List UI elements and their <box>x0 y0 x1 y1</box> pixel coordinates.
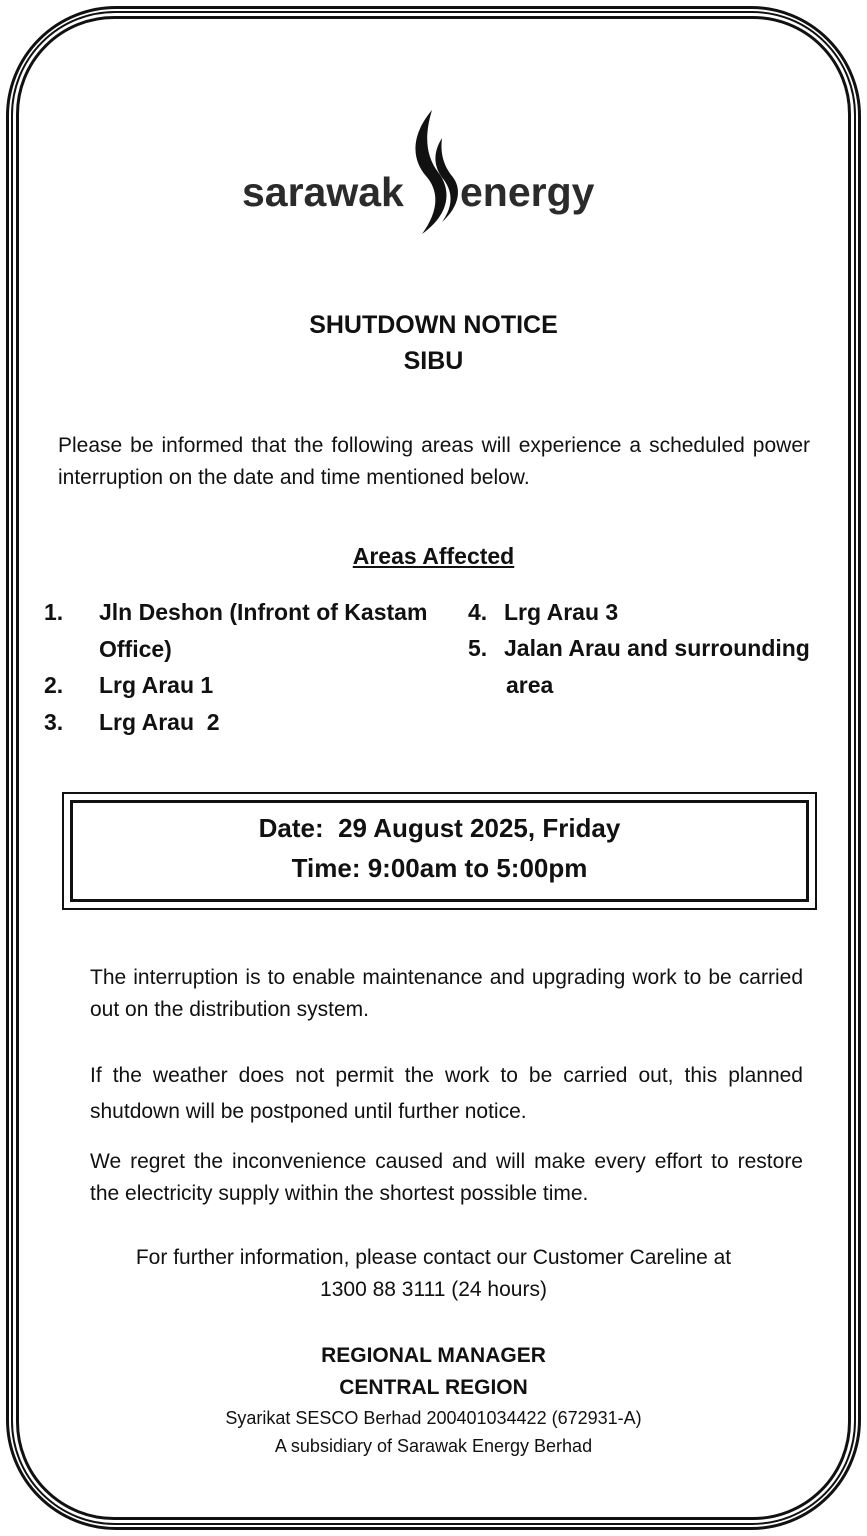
list-item-text: Jalan Arau and surrounding <box>504 635 810 661</box>
signature-title: REGIONAL MANAGER <box>321 1344 546 1367</box>
notice-location: SIBU <box>403 347 464 375</box>
list-item-number: 5. <box>468 635 488 661</box>
schedule-date: Date: 29 August 2025, Friday <box>258 813 621 843</box>
schedule-block <box>70 808 809 888</box>
list-item-text-continued: Office) <box>99 636 172 662</box>
schedule-time: Time: 9:00am to 5:00pm <box>291 853 588 883</box>
paragraph-apology: We regret the inconvenience caused and will make every effort to restore the electricity supply within the shortest possible time. <box>90 1150 803 1205</box>
company-registration: Syarikat SESCO Berhad 200401034422 (672931-A) <box>225 1408 642 1428</box>
notice-title-block <box>0 307 867 379</box>
logo-word-sarawak: sarawak <box>242 169 404 215</box>
areas-heading: Areas Affected <box>352 543 515 569</box>
signature-region: CENTRAL REGION <box>339 1376 528 1399</box>
flame-icon <box>402 108 462 240</box>
careline-number: 1300 88 3111 (24 hours) <box>320 1278 547 1301</box>
intro-paragraph: Please be informed that the following areas will experience a scheduled power interruption on the date and time mentioned below. <box>58 434 810 489</box>
company-subsidiary: A subsidiary of Sarawak Energy Berhad <box>274 1436 593 1456</box>
list-item-text: Lrg Arau 3 <box>504 599 619 625</box>
signature-block <box>0 1340 867 1404</box>
list-item-number: 4. <box>468 599 488 625</box>
paragraph-weather: If the weather does not permit the work to be carried out, this planned shutdown will be postponed until further notice. <box>90 1064 803 1123</box>
list-item-text: Jln Deshon (Infront of Kastam <box>99 599 428 625</box>
list-item-text: Lrg Arau 2 <box>99 709 220 735</box>
notice-title: SHUTDOWN NOTICE <box>309 311 558 339</box>
logo-word-energy: energy <box>460 169 595 215</box>
list-item-number: 2. <box>44 672 64 698</box>
list-item-text: Lrg Arau 1 <box>99 672 214 698</box>
company-info <box>0 1404 867 1460</box>
list-item-number: 3. <box>44 709 64 735</box>
sarawak-energy-logo <box>242 108 612 240</box>
paragraph-purpose: The interruption is to enable maintenance and upgrading work to be carried out on the distribution system. <box>90 966 803 1021</box>
list-item-text-continued: area <box>506 672 554 698</box>
list-item-number: 1. <box>44 599 64 625</box>
contact-block <box>0 1242 867 1306</box>
contact-text: For further information, please contact our Customer Careline at <box>135 1246 732 1269</box>
